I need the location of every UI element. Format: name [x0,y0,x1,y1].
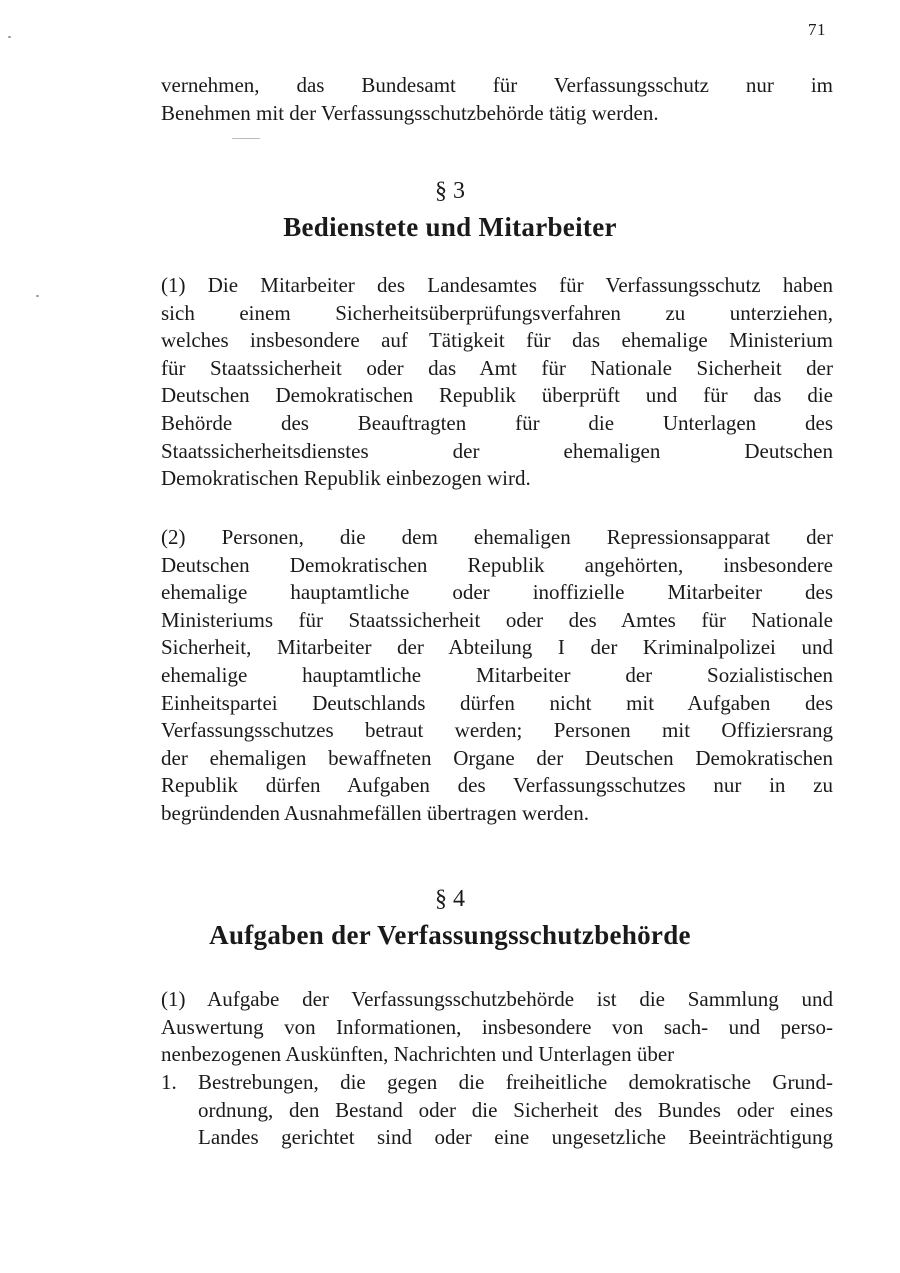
text-line: Verfassungsschutzes betraut werden; Personen mit Offiziersrang [161,718,833,743]
text-line: ordnung, den Bestand oder die Sicherheit des Bundes oder eines [198,1097,833,1122]
text-line: Republik dürfen Aufgaben des Verfassungsschutzes nur in zu [161,773,833,798]
text-line: (1) Die Mitarbeiter des Landesamtes für Verfassungsschutz haben [161,273,833,297]
text-line: welches insbesondere auf Tätigkeit für das ehemalige Ministerium [161,328,833,353]
section-3-paragraph-2 [161,524,833,828]
text-line: für Staatssicherheit oder das Amt für Nationale Sicherheit der [161,355,833,380]
list-item-number: 1. [161,1070,177,1094]
text-line: begründenden Ausnahmefällen übertragen werden. [161,800,589,825]
scan-speck [232,138,260,139]
text-line: Benehmen mit der Verfassungsschutzbehörde tätig werden. [161,100,659,125]
page-number: 71 [808,20,826,39]
text-line: Staatssicherheitsdienstes der ehemaligen Deutschen [161,438,833,463]
text-line: der ehemaligen bewaffneten Organe der Deutschen Demokratischen [161,745,833,770]
text-line: Sicherheit, Mitarbeiter der Abteilung I der Kriminalpolizei und [161,635,833,660]
text-line: (1) Aufgabe der Verfassungsschutzbehörde ist die Sammlung und [161,987,833,1011]
section-4-paragraph-1 [161,986,833,1069]
section-3-title: Bedienstete und Mitarbeiter [283,212,617,242]
scan-speck [36,295,39,297]
section-4-title: Aufgaben der Verfassungsschutzbehörde [209,920,691,950]
section-4-sign: § 4 [435,886,465,912]
text-line: Behörde des Beauftragten für die Unterlagen des [161,410,833,435]
section-3-paragraph-1 [161,272,833,493]
section-3-sign: § 3 [435,178,465,204]
scan-speck [8,36,11,38]
text-line: Ministeriums für Staatssicherheit oder des Amtes für Nationale [161,607,833,632]
text-line: Auswertung von Informationen, insbesondere von sach- und perso- [161,1014,833,1039]
list-item-body [198,1069,833,1152]
text-line: ehemalige hauptamtliche oder inoffizielle Mitarbeiter des [161,580,833,605]
text-line: vernehmen, das Bundesamt für Verfassungsschutz nur im [161,73,833,97]
text-line: sich einem Sicherheitsüberprüfungsverfahren zu unterziehen, [161,300,833,325]
text-line: Einheitspartei Deutschlands dürfen nicht mit Aufgaben des [161,690,833,715]
text-line: Demokratischen Republik einbezogen wird. [161,466,531,491]
text-line: Landes gerichtet sind oder eine ungesetzliche Beeinträchtigung [198,1125,833,1150]
text-line: Deutschen Demokratischen Republik überprüft und für das die [161,383,833,408]
text-line: nenbezogenen Auskünften, Nachrichten und Unterlagen über [161,1042,675,1067]
text-line: Deutschen Demokratischen Republik angehörten, insbesondere [161,552,833,577]
text-line: ehemalige hauptamtliche Mitarbeiter der Sozialistischen [161,662,833,687]
text-line: Bestrebungen, die gegen die freiheitliche demokratische Grund- [198,1070,833,1094]
text-line: (2) Personen, die dem ehemaligen Repressionsapparat der [161,525,833,549]
intro-paragraph [161,72,833,127]
